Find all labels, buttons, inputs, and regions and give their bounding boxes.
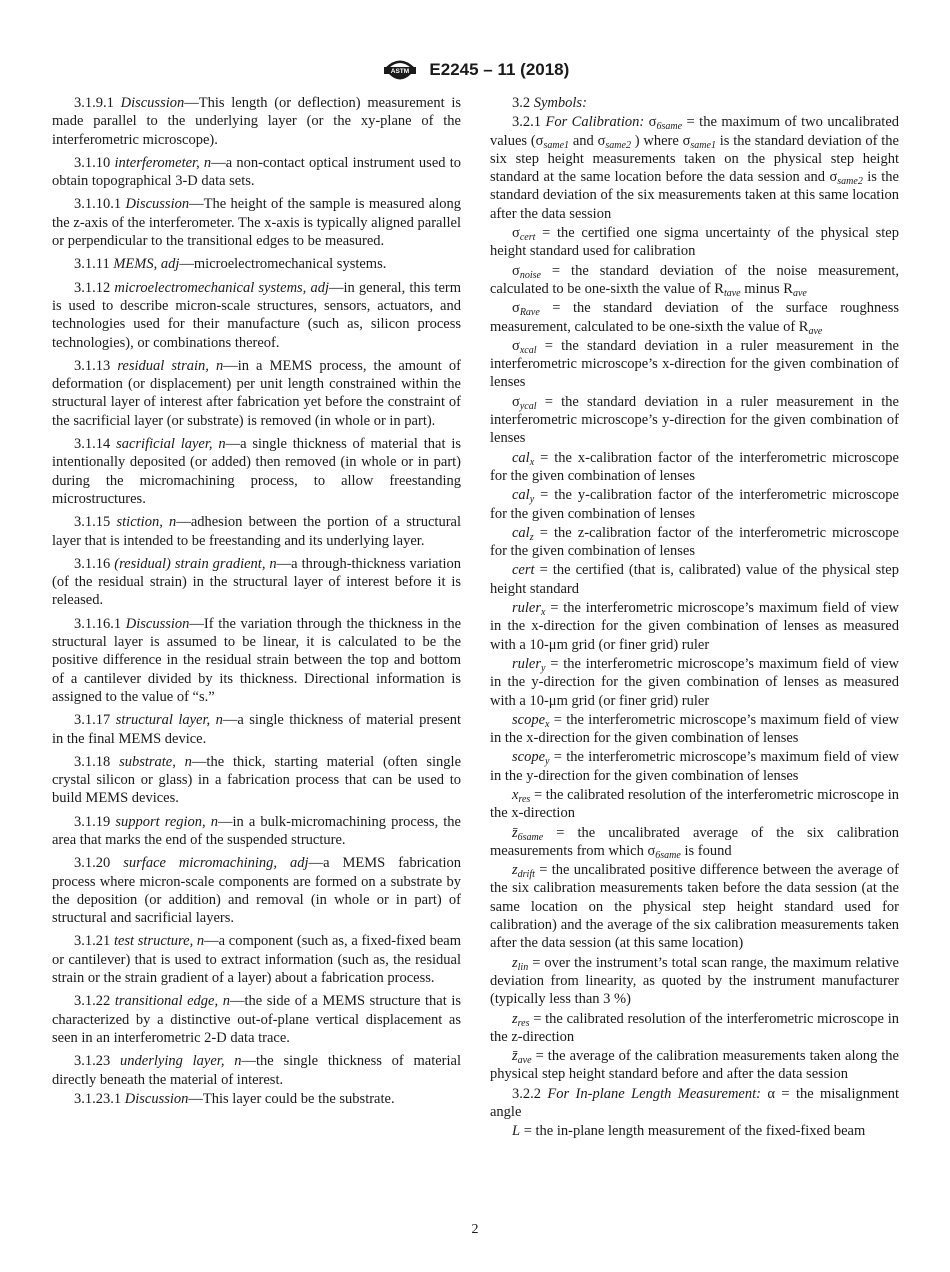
- right-column: [490, 94, 899, 1142]
- symbol-scope-x: scope$_x$ = the interferometric microscope’s maximum field of view in the x-direction for the given combination of lenses: [490, 711, 899, 747]
- svg-text:ASTM: ASTM: [390, 68, 409, 75]
- symbol-sigma-xcal: $\sigma_{xcal}$ = the standard deviation in a ruler measurement in the interferometric microscope’s x-direction for the given combination of lenses: [490, 337, 899, 391]
- symbol-l: L = the in-plane length measurement of the fixed-fixed beam: [512, 1123, 866, 1140]
- definition-3-1-20: 3.1.20 surface micromachining, adj—a MEMS fabrication process where micron-scale components are formed on a substrate by the deposition (or addition) and removal (in whole or in part) of structural and sacrificial layers.: [52, 855, 461, 927]
- definition-3-1-21: 3.1.21 test structure, n—a component (such as, a fixed-fixed beam or cantilever) that is used to extract information (such as, the residual strain or the strain gradient of a layer) about a fabrication process.: [52, 933, 461, 987]
- calibration-intro: 3.2.1 For Calibration: $\sigma_{6same}$ = the maximum of two uncalibrated values ($\sigma_{same1}$ and $\sigma_{same2}$ ) where $\sigma_{same1}$ is the standard deviation of the six step height measurements taken on the physical step height standard at the same location before the data session and $\sigma_{same2}$ is the standard deviation of the six measurements taken at this same location after the data session: [490, 114, 900, 222]
- symbol-sigma-ycal: $\sigma_{ycal}$ = the standard deviation in a ruler measurement in the interferometric microscope’s y-direction for the given combination of lenses: [490, 393, 899, 447]
- symbols-heading: 3.2 Symbols:: [512, 95, 587, 111]
- symbol-cal-x: cal$_x$ = the x-calibration factor of the interferometric microscope for the given combination of lenses: [490, 449, 899, 484]
- symbol-z-drift: $z_{drift}$ = the uncalibrated positive difference between the average of the six calibration measurements taken before the data session (at the same location on the physical step height standard used for calibration) and the average of the six calibration measurements taken after the data session (at this same location): [490, 862, 899, 952]
- page-number: 2: [471, 1222, 479, 1237]
- definition-3-1-12: 3.1.12 microelectromechanical systems, adj—in general, this term is used to describe micron-scale structures, sensors, actuators, and technologies used for their manufacture (such as, silicon process technologies), or combinations thereof.: [52, 279, 461, 351]
- definition-3-1-10: 3.1.10 interferometer, n—a non-contact optical instrument used to obtain topographical 3-D data sets.: [52, 154, 461, 190]
- symbol-sigma-cert: $\sigma_{cert}$ = the certified one sigma uncertainty of the physical step height standard used for calibration: [490, 225, 899, 260]
- definition-3-1-22: 3.1.22 transitional edge, n—the side of a MEMS structure that is characterized by a distinctive out-of-plane vertical displacement as seen in an interferometric 2-D data trace.: [52, 993, 462, 1046]
- definition-3-1-16: 3.1.16 (residual) strain gradient, n—a through-thickness variation (of the residual strain) in the structural layer of interest before it is released.: [52, 555, 461, 609]
- symbol-ruler-y: ruler$_y$ = the interferometric microscope’s maximum field of view in the y-direction for the given combination of lenses as measured with a 10-μm grid (or finer grid) ruler: [490, 655, 899, 709]
- astm-logo-icon: [381, 55, 419, 85]
- symbol-scope-y: scope$_y$ = the interferometric microscope’s maximum field of view in the y-direction for the given combination of lenses: [490, 749, 899, 784]
- symbol-cal-z: cal$_z$ = the z-calibration factor of the interferometric microscope for the given combination of lenses: [490, 524, 899, 560]
- definition-3-1-14: 3.1.14 sacrificial layer, n—a single thickness of material that is intentionally deposited (or added) then removed (in whole or in part) during the micromachining process, to allow freestanding microstructures.: [52, 436, 462, 507]
- symbol-z-lin: $z_{lin}$ = over the instrument’s total scan range, the maximum relative deviation from linearity, as quoted by the instrument manufacturer (typically less than 3 %): [490, 954, 899, 1008]
- left-column: [52, 94, 461, 1113]
- definition-3-1-23: 3.1.23 underlying layer, n—the single thickness of material directly beneath the material of interest.: [52, 1053, 461, 1088]
- definition-3-1-18: 3.1.18 substrate, n—the thick, starting material (often single crystal silicon or glass) in a fabrication process that can be used to build MEMS devices.: [52, 753, 462, 807]
- symbol-x-res: $x_{res}$ = the calibrated resolution of the interferometric microscope in the x-direction: [490, 786, 899, 822]
- definition-3-1-16-1: 3.1.16.1 Discussion—If the variation through the thickness in the structural layer is assumed to be linear, it is calculated to be the positive difference in the residual strain between the top and bottom of a cantilever divided by its thickness. Directional information is assigned to the value of “s.”: [52, 615, 462, 705]
- page-header: [0, 55, 950, 85]
- symbol-sigma-noise: $\sigma_{noise}$ = the standard deviation of the noise measurement, calculated to be one-sixth the value of $R_{tave}$ minus $R_{ave}$: [490, 262, 899, 299]
- definition-3-1-10-1: 3.1.10.1 Discussion—The height of the sample is measured along the z-axis of the interferometer. The x-axis is typically aligned parallel or perpendicular to the transitional edges to be measured.: [52, 196, 461, 250]
- definition-3-1-19: 3.1.19 support region, n—in a bulk-micromachining process, the area that marks the end of the suspended structure.: [52, 813, 461, 848]
- definition-3-1-11: 3.1.11 MEMS, adj—microelectromechanical systems.: [74, 256, 387, 273]
- definition-3-1-23-1: 3.1.23.1 Discussion—This layer could be the substrate.: [74, 1090, 395, 1107]
- symbol-cert: cert = the certified (that is, calibrated) value of the physical step height standard: [490, 562, 899, 597]
- symbol-z-6same: $z̄_{6same}$ = the uncalibrated average of the six calibration measurements from which $\sigma_{6same}$ is found: [490, 824, 899, 861]
- document-designation: E2245 – 11 (2018): [429, 60, 570, 79]
- symbol-z-ave: $z̄_{ave}$ = the average of the calibration measurements taken along the physical step height standard before and after the data session: [490, 1048, 899, 1083]
- symbol-sigma-rave: $\sigma_{Rave}$ = the standard deviation of the surface roughness measurement, calculated to be one-sixth the value of $R_{ave}$: [490, 300, 899, 337]
- definition-3-1-13: 3.1.13 residual strain, n—in a MEMS process, the amount of deformation (or displacement) per unit length constrained within the structural layer of interest after fabrication yet before the constraint of the sacrificial layer (or substrate) is removed (in whole or in part).: [52, 357, 461, 429]
- inplane-heading: 3.2.2 For In-plane Length Measurement: α = the misalignment angle: [490, 1085, 899, 1121]
- symbol-ruler-x: ruler$_x$ = the interferometric microscope’s maximum field of view in the x-direction for the given combination of lenses as measured with a 10-μm grid (or finer grid) ruler: [490, 600, 899, 653]
- definition-3-1-9-1: 3.1.9.1 Discussion—This length (or deflection) measurement is made parallel to the underlying layer (or the xy-plane of the interferometric microscope).: [52, 95, 462, 148]
- symbol-cal-y: cal$_y$ = the y-calibration factor of the interferometric microscope for the given combination of lenses: [490, 487, 899, 522]
- definition-3-1-15: 3.1.15 stiction, n—adhesion between the portion of a structural layer that is intended to be freestanding and its underlying layer.: [52, 514, 461, 549]
- definition-3-1-17: 3.1.17 structural layer, n—a single thickness of material present in the final MEMS device.: [52, 712, 461, 747]
- symbol-z-res: $z_{res}$ = the calibrated resolution of the interferometric microscope in the z-direction: [490, 1010, 899, 1045]
